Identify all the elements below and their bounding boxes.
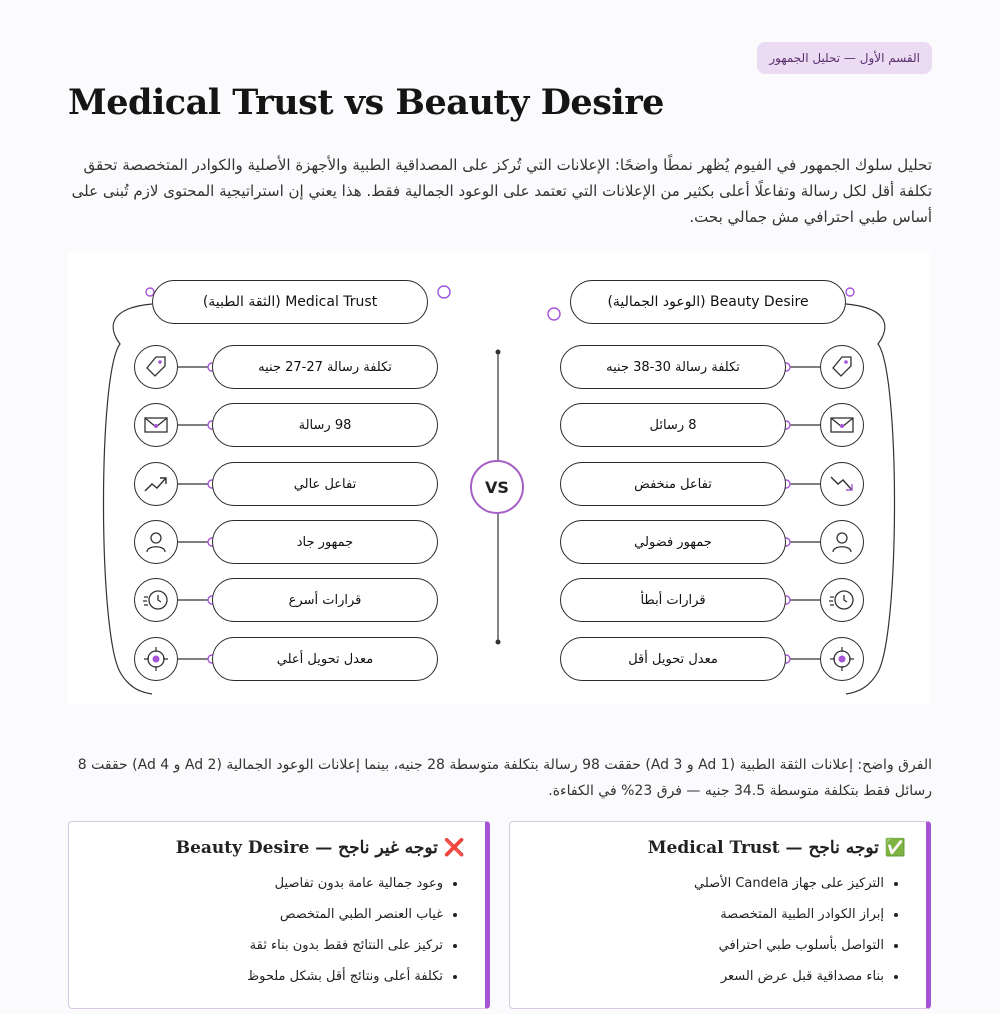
- success-card-title: [530, 838, 906, 858]
- list-item: • تكلفة أعلى ونتائج أقل بشكل ملحوظ: [89, 961, 443, 992]
- medical-trust-item: قرارات أسرع: [212, 578, 438, 622]
- beauty-desire-item: قرارات أبطأ: [560, 578, 786, 622]
- beauty-desire-item: تفاعل منخفض: [560, 462, 786, 506]
- list-item: • وعود جمالية عامة بدون تفاصيل: [89, 868, 443, 899]
- list-item: • تركيز على النتائج فقط بدون بناء ثقة: [89, 930, 443, 961]
- list-item: • بناء مصداقية قبل عرض السعر: [530, 961, 884, 992]
- beauty-desire-item: تكلفة رسالة 30-38 جنيه: [560, 345, 786, 389]
- medical-trust-item: 98 رسالة: [212, 403, 438, 447]
- medical-trust-title: Medical Trust (الثقة الطبية): [152, 280, 428, 324]
- fail-card-title-text: توجه غير ناجح — Beauty Desire: [175, 838, 438, 858]
- comparison-diagram: [68, 252, 930, 704]
- fail-card: [68, 821, 490, 1009]
- difference-note: الفرق واضح: إعلانات الثقة الطبية (Ad 1 و Ad 3) حققت 98 رسالة بتكلفة متوسطة 28 جنيه، بينما إعلانات الوعود الجمالية (Ad 2 و Ad 4) حققت 8 رسائل فقط بتكلفة متوسطة 34.5 جنيه — فرق 23% في الكفاءة.: [77, 757, 932, 799]
- list-item: • إبراز الكوادر الطبية المتخصصة: [530, 899, 884, 930]
- fail-list: [89, 868, 465, 992]
- user-icon: [820, 520, 864, 564]
- beauty-desire-title: Beauty Desire (الوعود الجمالية): [570, 280, 846, 324]
- trend-up-icon: [134, 462, 178, 506]
- envelope-icon: [820, 403, 864, 447]
- check-mark-icon: ✅: [884, 838, 906, 858]
- medical-trust-item: تفاعل عالي: [212, 462, 438, 506]
- fast-clock-icon: [134, 578, 178, 622]
- medical-trust-item: معدل تحويل أعلي: [212, 637, 438, 681]
- success-card: [509, 821, 931, 1009]
- medical-trust-item: جمهور جاد: [212, 520, 438, 564]
- cross-mark-icon: ❌: [443, 838, 465, 858]
- target-icon: [134, 637, 178, 681]
- section-badge: القسم الأول — تحليل الجمهور: [757, 42, 932, 74]
- list-item: • غياب العنصر الطبي المتخصص: [89, 899, 443, 930]
- list-item: • التركيز على جهاز Candela الأصلي: [530, 868, 884, 899]
- fail-card-title: [89, 838, 465, 858]
- beauty-desire-item: 8 رسائل: [560, 403, 786, 447]
- tag-icon: [820, 345, 864, 389]
- success-card-title-text: توجه ناجح — Medical Trust: [647, 838, 879, 858]
- tag-icon: [134, 345, 178, 389]
- trend-down-icon: [820, 462, 864, 506]
- envelope-icon: [134, 403, 178, 447]
- medical-trust-item: تكلفة رسالة 27-27 جنيه: [212, 345, 438, 389]
- page-title: Medical Trust vs Beauty Desire: [68, 82, 664, 123]
- success-list: [530, 868, 906, 992]
- beauty-desire-item: جمهور فضولي: [560, 520, 786, 564]
- user-icon: [134, 520, 178, 564]
- intro-paragraph: تحليل سلوك الجمهور في الفيوم يُظهر نمطًا واضحًا: الإعلانات التي تُركز على المصداقية الطبية والأجهزة الأصلية والكوادر المتخصصة تحقق تكلفة أقل لكل رسالة وتفاعلًا أعلى بكثير من الإعلانات التي تعتمد على الوعود الجمالية فقط. هذا يعني إن استراتيجية المحتوى لازم تُبنى على أساس طبي احترافي مش جمالي بحت.: [71, 156, 932, 226]
- beauty-desire-item: معدل تحويل أقل: [560, 637, 786, 681]
- vs-badge: VS: [470, 460, 524, 514]
- list-item: • التواصل بأسلوب طبي احترافي: [530, 930, 884, 961]
- target-icon: [820, 637, 864, 681]
- slow-clock-icon: [820, 578, 864, 622]
